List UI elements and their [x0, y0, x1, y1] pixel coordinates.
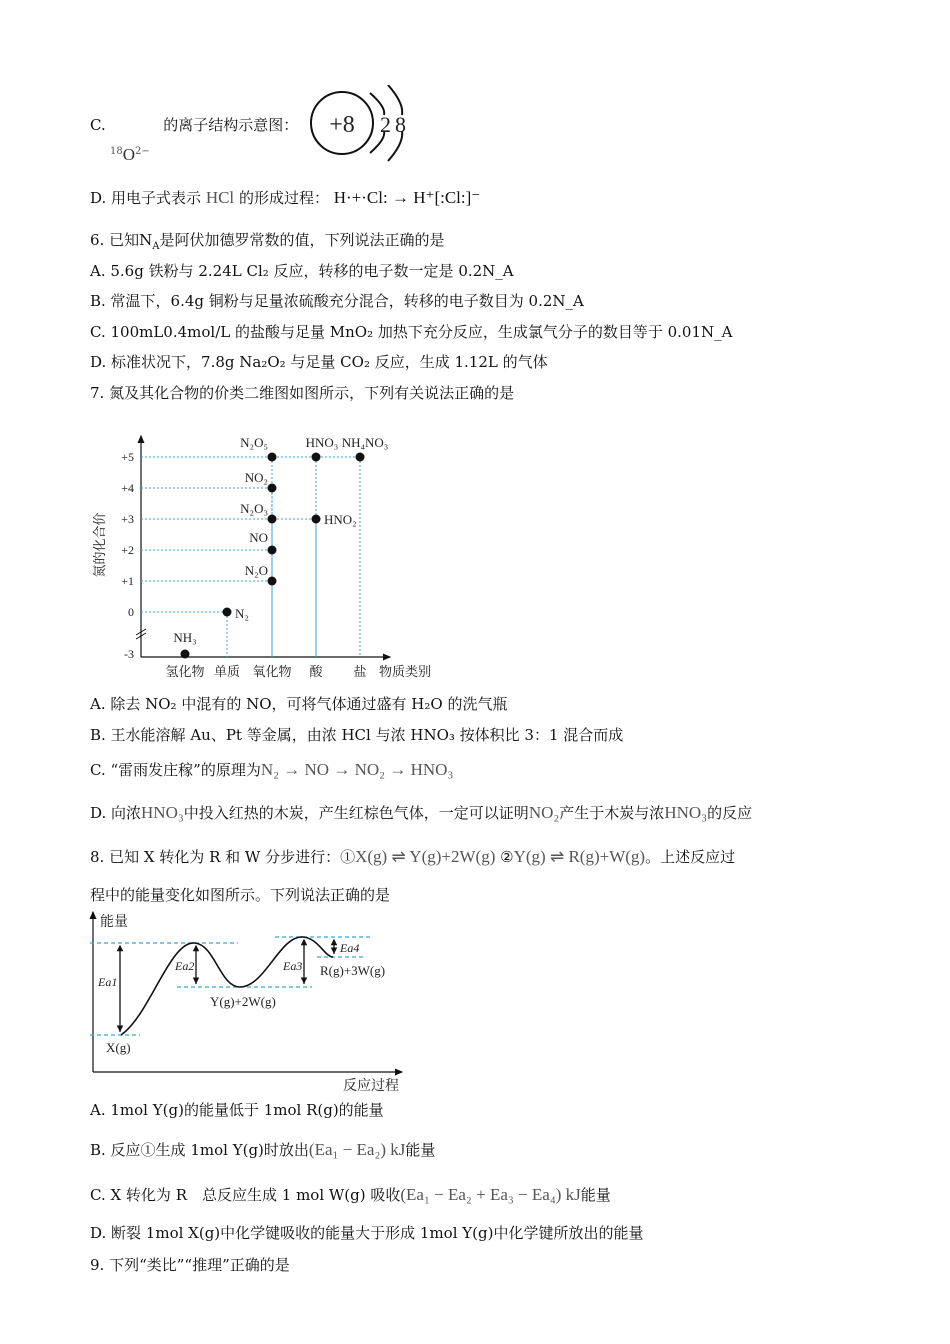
- electron-formula-process: H·+·Cl: → H⁺[:Cl:]⁻: [333, 188, 481, 207]
- q6-option-c: C. 100mL0.4mol/L 的盐酸与足量 MnO₂ 加热下充分反应，生成氯气分子的数目等于 0.01N_A: [90, 323, 733, 341]
- q7-option-c: [90, 760, 453, 780]
- category-label: 酸: [309, 664, 323, 679]
- q8-option-b: [90, 1140, 435, 1160]
- q6-option-a: A. 5.6g 铁粉与 2.24L Cl₂ 反应，转移的电子数一定是 0.2N_A: [90, 262, 514, 280]
- option-text: 产生于木炭与浓: [559, 804, 665, 822]
- point-label: NO: [249, 530, 268, 545]
- point-label: NH₄NO₃: [341, 435, 389, 450]
- state-y: Y(g)+2W(g): [210, 994, 276, 1009]
- option-text: 的反应: [707, 804, 753, 822]
- nitrogen-valence-class-diagram: [90, 420, 450, 690]
- y-axis-label: 氮的化合价: [92, 512, 107, 578]
- q6-option-d: D. 标准状况下，7.8g Na₂O₂ 与足量 CO₂ 反应，生成 1.12L 的气体: [90, 353, 548, 371]
- point-label: HNO₃: [305, 435, 339, 450]
- data-point: [268, 577, 277, 586]
- formula: HCl: [205, 188, 235, 207]
- q7-option-b: B. 王水能溶解 Au、Pt 等金属，由浓 HCl 与浓 HNO₃ 按体积比 3：1 混合而成: [90, 726, 624, 744]
- data-point: [181, 650, 190, 659]
- state-x: X(g): [106, 1040, 131, 1055]
- category-label: 氧化物: [252, 664, 292, 679]
- formula: HNO₃: [664, 803, 708, 822]
- oxygen-ion-formula: [110, 142, 150, 165]
- q8-stem-cont: 程中的能量变化如图所示。下列说法正确的是: [90, 886, 391, 904]
- y-tick-label: +4: [121, 481, 134, 495]
- data-point: [312, 453, 321, 462]
- point-label: N₂O: [244, 563, 268, 578]
- point-label: NH₃: [173, 630, 197, 645]
- x-axis-label: 反应过程: [343, 1079, 399, 1094]
- option-text: 中投入红热的木炭，产生红棕色气体，一定可以证明: [183, 804, 529, 822]
- nucleus-charge: +8: [329, 112, 355, 138]
- option-text: D. 向浓: [90, 804, 142, 822]
- step-marker: ②: [500, 848, 514, 866]
- point-label: HNO₂: [324, 512, 357, 527]
- stem-text: 6. 已知N: [90, 231, 153, 249]
- data-point: [356, 453, 365, 462]
- option-text: 能量: [405, 1141, 436, 1159]
- formula: HNO₃: [141, 803, 184, 822]
- reference-lines: [90, 937, 370, 1035]
- data-point: [268, 515, 277, 524]
- point-label: N₂O₅: [240, 435, 268, 450]
- option-letter: C.: [90, 116, 106, 134]
- q8-option-a: A. 1mol Y(g)的能量低于 1mol R(g)的能量: [90, 1101, 384, 1119]
- shell-2-electrons: 8: [395, 112, 406, 137]
- q9-stem: 9. 下列“类比”“推理”正确的是: [90, 1256, 290, 1274]
- stem-text: 8. 已知 X 转化为 R 和 W 分步进行：①: [90, 848, 356, 866]
- stem-text: 是阿伏加德罗常数的值，下列说法正确的是: [159, 231, 445, 249]
- point-label: N₂O₃: [240, 501, 268, 516]
- q8-option-d: D. 断裂 1mol X(g)中化学键吸收的能量大于形成 1mol Y(g)中化学键所放出的能量: [90, 1224, 644, 1242]
- category-label: 单质: [213, 664, 241, 679]
- q7-stem: 7. 氮及其化合物的价类二维图如图所示，下列有关说法正确的是: [90, 384, 515, 402]
- data-point: [268, 453, 277, 462]
- q6-option-b: B. 常温下，6.4g 铜粉与足量浓硫酸充分混合，转移的电子数目为 0.2N_A: [90, 292, 584, 310]
- option-text: 的形成过程：: [238, 189, 329, 207]
- label-ea2: Ea2: [175, 959, 195, 973]
- label-ea1: Ea1: [98, 975, 118, 989]
- label-ea4: Ea4: [340, 941, 360, 955]
- data-point: [268, 546, 277, 555]
- option-text: C. X 转化为 R 总反应生成 1 mol W(g) 吸收: [90, 1186, 401, 1204]
- y-tick-label: 0: [128, 605, 134, 619]
- equation-1: X(g) ⇌ Y(g)+2W(g): [355, 847, 496, 866]
- equation-2: Y(g) ⇌ R(g)+W(g): [513, 847, 646, 866]
- data-point: [268, 484, 277, 493]
- activation-energy-arrows: [120, 940, 334, 1032]
- ion-structure-diagram: [300, 85, 420, 165]
- q7-option-a: A. 除去 NO₂ 中混有的 NO，可将气体通过盛有 H₂O 的洗气瓶: [90, 695, 508, 713]
- y-tick-label: +1: [121, 574, 134, 588]
- q5-option-d: [90, 188, 480, 208]
- x-axis-label: 物质类别: [378, 664, 432, 679]
- y-tick-label: +3: [121, 512, 134, 526]
- energy-curve: [121, 937, 333, 1035]
- option-text: B. 反应①生成 1mol Y(g)时放出: [90, 1141, 309, 1159]
- y-tick-label: -3: [124, 647, 134, 661]
- data-point: [223, 608, 232, 617]
- element-symbol: O: [122, 145, 136, 164]
- y-tick-label: +5: [121, 450, 134, 464]
- q5-option-c: [90, 115, 298, 135]
- q6-stem: [90, 230, 444, 257]
- stem-text: 。上述反应过: [645, 848, 736, 866]
- state-r: R(g)+3W(g): [320, 963, 386, 978]
- y-tick-label: +2: [121, 543, 134, 557]
- option-text: C. “雷雨发庄稼”的原理为: [90, 761, 261, 779]
- q8-option-c: [90, 1185, 611, 1205]
- option-text: D. 用电子式表示: [90, 189, 202, 207]
- point-label: NO₂: [244, 470, 268, 485]
- mass-number: 18: [110, 146, 123, 157]
- data-point: [312, 515, 321, 524]
- formula: (Ea₁ − Ea₂) kJ: [308, 1140, 406, 1159]
- category-label: 氢化物: [165, 664, 205, 679]
- category-label: 盐: [353, 664, 367, 679]
- q7-option-d: [90, 803, 752, 823]
- option-text: 能量: [580, 1186, 611, 1204]
- formula: N₂ → NO → NO₂ → HNO₃: [260, 760, 454, 779]
- ion-charge: 2−: [135, 146, 150, 157]
- option-text: 的离子结构示意图：: [163, 116, 299, 134]
- q8-stem: [90, 847, 735, 867]
- y-axis-label: 能量: [100, 915, 128, 930]
- formula: (Ea₁ − Ea₂ + Ea₃ − Ea₄) kJ: [400, 1185, 581, 1204]
- energy-profile-diagram: [80, 900, 420, 1100]
- point-label: N₂: [235, 606, 249, 621]
- formula: NO₂: [528, 803, 560, 822]
- shell-1-electrons: 2: [380, 112, 391, 137]
- label-ea3: Ea3: [283, 959, 303, 973]
- subscript: A: [152, 241, 160, 252]
